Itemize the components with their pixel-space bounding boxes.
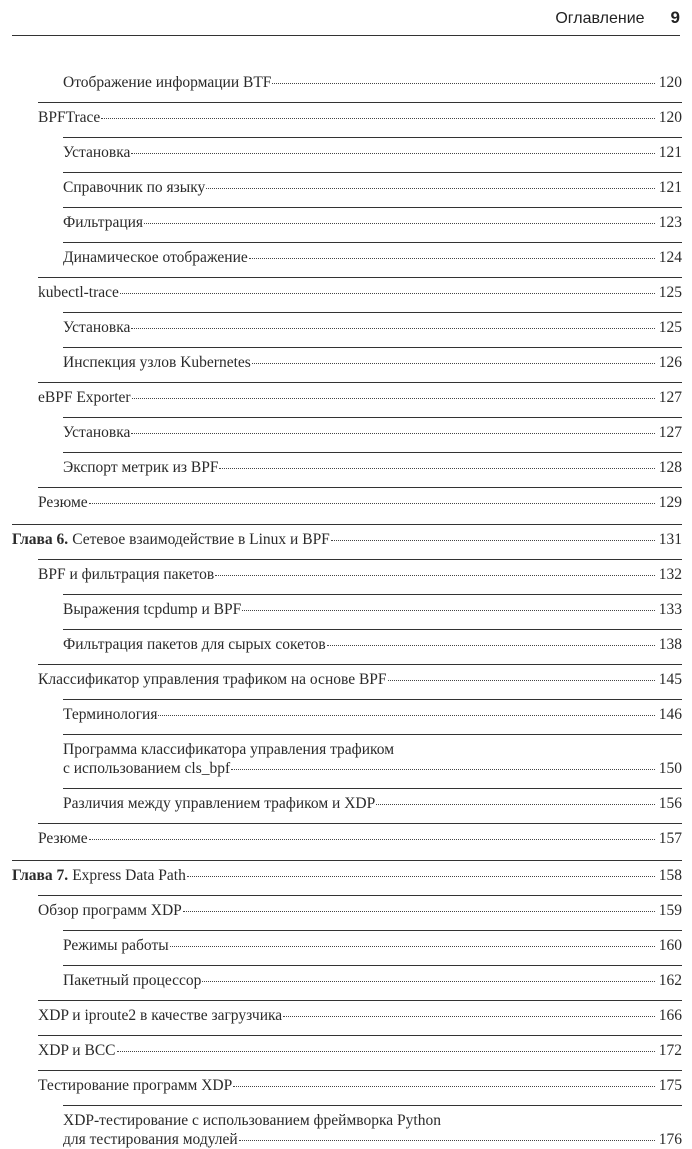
dot-leader	[376, 804, 655, 805]
toc-entry	[0, 1105, 692, 1149]
entry-title: Режимы работы	[63, 937, 169, 954]
entry-title: для тестирования модулей	[63, 1131, 238, 1148]
dot-leader	[327, 645, 655, 646]
dot-leader	[120, 293, 655, 294]
entry-title: Сетевое взаимодействие в Linux и BPF	[72, 531, 330, 548]
dot-leader	[158, 715, 655, 716]
dot-leader	[187, 876, 655, 877]
entry-page-number: 124	[658, 249, 682, 266]
entry-page-number: 127	[658, 389, 682, 406]
entry-separator	[63, 699, 682, 700]
entry-title: XDP и BCC	[38, 1042, 116, 1059]
entry-page-number: 159	[658, 902, 682, 919]
entry-separator	[63, 734, 682, 735]
entry-title: с использованием cls_bpf	[63, 760, 231, 777]
toc-chapter-entry	[0, 524, 692, 549]
toc-entry	[0, 382, 692, 407]
toc-entry	[0, 417, 692, 442]
entry-separator	[38, 823, 682, 824]
dot-leader	[219, 468, 655, 469]
entry-separator	[38, 664, 682, 665]
toc-chapter-entry	[0, 860, 692, 885]
toc-entry	[0, 242, 692, 267]
entry-separator	[38, 277, 682, 278]
entry-title: Программа классификатора управления трафиком	[63, 741, 395, 758]
entry-separator	[63, 137, 682, 138]
dot-leader	[239, 1140, 655, 1141]
dot-leader	[131, 328, 655, 329]
dot-leader	[131, 433, 655, 434]
entry-separator	[38, 1000, 682, 1001]
entry-title: Обзор программ XDP	[38, 902, 182, 919]
entry-separator	[63, 452, 682, 453]
entry-title: Express Data Path	[72, 867, 186, 884]
dot-leader	[101, 118, 655, 119]
dot-leader	[206, 188, 655, 189]
dot-leader	[215, 575, 655, 576]
entry-separator	[63, 629, 682, 630]
entry-page-number: 126	[658, 354, 682, 371]
entry-title: Тестирование программ XDP	[38, 1077, 233, 1094]
page-number: 9	[670, 8, 680, 27]
entry-page-number: 133	[658, 601, 682, 618]
entry-page-number: 125	[658, 319, 682, 336]
entry-separator	[63, 172, 682, 173]
chapter-label: Глава 7.	[12, 867, 69, 884]
toc-entry	[0, 102, 692, 127]
entry-page-number: 156	[658, 795, 682, 812]
entry-page-number: 166	[658, 1007, 682, 1024]
entry-page-number: 128	[658, 459, 682, 476]
section-title: Оглавление	[555, 10, 645, 27]
toc-entry	[0, 452, 692, 477]
entry-title: XDP и iproute2 в качестве загрузчика	[38, 1007, 283, 1024]
entry-title: XDP-тестирование с использованием фреймворка Python	[63, 1112, 441, 1129]
toc-entry	[0, 788, 692, 813]
entry-separator	[63, 417, 682, 418]
entry-separator	[12, 860, 682, 861]
dot-leader	[117, 1051, 656, 1052]
entry-page-number: 127	[658, 424, 682, 441]
chapter-label: Глава 6.	[12, 531, 69, 548]
entry-page-number: 162	[658, 972, 682, 989]
entry-title: eBPF Exporter	[38, 389, 131, 406]
entry-title: Установка	[63, 319, 131, 336]
entry-page-number: 129	[658, 494, 682, 511]
entry-separator	[38, 1035, 682, 1036]
entry-title: Установка	[63, 424, 131, 441]
dot-leader	[202, 981, 655, 982]
entry-separator	[38, 895, 682, 896]
dot-leader	[252, 363, 655, 364]
dot-leader	[89, 839, 655, 840]
entry-title: Различия между управлением трафиком и XDP	[63, 795, 376, 812]
toc-entry	[0, 207, 692, 232]
dot-leader	[183, 911, 655, 912]
entry-separator	[63, 594, 682, 595]
entry-page-number: 123	[658, 214, 682, 231]
toc-entry	[0, 699, 692, 724]
entry-separator	[63, 930, 682, 931]
entry-page-number: 120	[658, 74, 682, 91]
entry-separator	[38, 487, 682, 488]
entry-separator	[38, 382, 682, 383]
entry-page-number: 176	[658, 1131, 682, 1148]
dot-leader	[242, 610, 655, 611]
entry-title: Фильтрация	[63, 214, 144, 231]
toc-entry	[0, 895, 692, 920]
toc-entry	[0, 594, 692, 619]
entry-title: kubectl-trace	[38, 284, 119, 301]
dot-leader	[170, 946, 655, 947]
running-header	[555, 8, 680, 28]
toc-entry	[0, 277, 692, 302]
entry-page-number: 121	[658, 144, 682, 161]
dot-leader	[89, 503, 655, 504]
entry-page-number: 160	[658, 937, 682, 954]
dot-leader	[388, 680, 655, 681]
entry-page-number: 175	[658, 1077, 682, 1094]
entry-page-number: 125	[658, 284, 682, 301]
header-rule	[12, 35, 680, 36]
toc-entry	[0, 823, 692, 848]
entry-page-number: 131	[658, 531, 682, 548]
entry-title: Экспорт метрик из BPF	[63, 459, 219, 476]
entry-title: Установка	[63, 144, 131, 161]
toc-entry	[0, 965, 692, 990]
entry-page-number: 158	[658, 867, 682, 884]
dot-leader	[233, 1086, 655, 1087]
toc-entry	[0, 172, 692, 197]
entry-separator	[38, 102, 682, 103]
toc-entry	[0, 137, 692, 162]
toc-entry	[0, 1000, 692, 1025]
toc-entry	[0, 629, 692, 654]
toc-entry	[0, 67, 692, 92]
dot-leader	[231, 769, 655, 770]
toc-entry	[0, 559, 692, 584]
toc-entry	[0, 930, 692, 955]
toc-entry	[0, 312, 692, 337]
dot-leader	[131, 153, 655, 154]
entry-title: Динамическое отображение	[63, 249, 248, 266]
entry-separator	[63, 347, 682, 348]
entry-page-number: 145	[658, 671, 682, 688]
entry-page-number: 150	[658, 760, 682, 777]
entry-page-number: 121	[658, 179, 682, 196]
entry-separator	[38, 1070, 682, 1071]
toc-entry	[0, 1070, 692, 1095]
entry-title: Классификатор управления трафиком на основе BPF	[38, 671, 387, 688]
dot-leader	[331, 540, 655, 541]
entry-separator	[63, 965, 682, 966]
toc-entry	[0, 487, 692, 512]
toc-entry	[0, 664, 692, 689]
entry-page-number: 146	[658, 706, 682, 723]
entry-separator	[63, 207, 682, 208]
entry-separator	[38, 559, 682, 560]
entry-page-number: 157	[658, 830, 682, 847]
entry-page-number: 132	[658, 566, 682, 583]
entry-separator	[63, 242, 682, 243]
entry-title: Резюме	[38, 494, 88, 511]
entry-title: Терминология	[63, 706, 158, 723]
dot-leader	[144, 223, 655, 224]
toc-entry	[0, 347, 692, 372]
dot-leader	[132, 398, 655, 399]
entry-title: Отображение информации BTF	[63, 74, 272, 91]
entry-title: Резюме	[38, 830, 88, 847]
entry-title: Инспекция узлов Kubernetes	[63, 354, 251, 371]
entry-title: Выражения tcpdump и BPF	[63, 601, 242, 618]
entry-title: Фильтрация пакетов для сырых сокетов	[63, 636, 326, 653]
entry-title: BPFTrace	[38, 109, 101, 126]
entry-separator	[63, 312, 682, 313]
toc-entry	[0, 734, 692, 778]
entry-title: BPF и фильтрация пакетов	[38, 566, 215, 583]
entry-title: Пакетный процессор	[63, 972, 202, 989]
dot-leader	[283, 1016, 655, 1017]
entry-page-number: 172	[658, 1042, 682, 1059]
toc-entry	[0, 1035, 692, 1060]
table-of-contents	[0, 67, 692, 1149]
entry-page-number: 138	[658, 636, 682, 653]
dot-leader	[272, 83, 655, 84]
entry-separator	[63, 788, 682, 789]
entry-page-number: 120	[658, 109, 682, 126]
entry-separator	[63, 1105, 682, 1106]
entry-title: Справочник по языку	[63, 179, 206, 196]
entry-separator	[12, 524, 682, 525]
dot-leader	[249, 258, 655, 259]
